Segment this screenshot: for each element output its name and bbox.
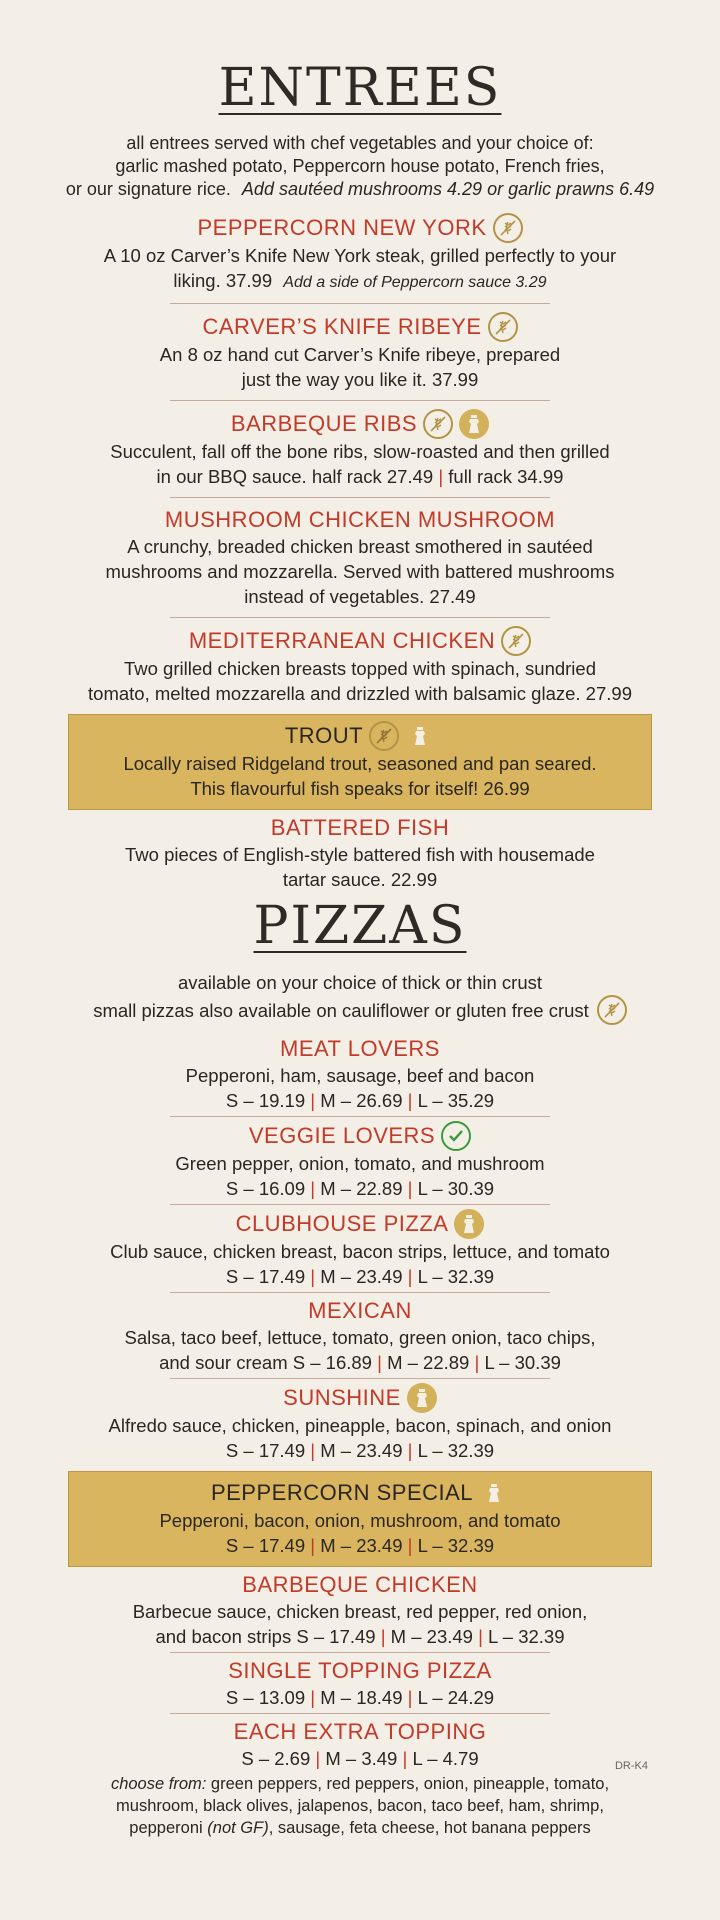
pizza-title-wrap bbox=[283, 1383, 437, 1413]
gluten-free-icon bbox=[597, 995, 627, 1025]
not-gf-note: (not GF) bbox=[207, 1819, 269, 1837]
price-large: L – 35.29 bbox=[417, 1090, 495, 1111]
price-medium: M – 26.69 bbox=[320, 1090, 403, 1111]
price-large: L – 24.29 bbox=[417, 1687, 495, 1708]
price-large: L – 4.79 bbox=[412, 1748, 479, 1769]
price-medium: M – 3.49 bbox=[325, 1748, 398, 1769]
pepper-icon bbox=[407, 1383, 437, 1413]
price-small: S – 16.89 bbox=[292, 1352, 372, 1373]
entree-addon: Add a side of Peppercorn sauce 3.29 bbox=[283, 274, 547, 291]
pizza-prices bbox=[0, 1088, 720, 1113]
divider bbox=[170, 400, 550, 401]
pizzas-heading: PIZZAS bbox=[253, 896, 467, 956]
pizza-prices bbox=[0, 1624, 720, 1649]
entree-item bbox=[0, 312, 720, 392]
topping-list bbox=[0, 1773, 720, 1839]
pizza-title-wrap bbox=[308, 1297, 412, 1325]
price-separator: | bbox=[407, 1440, 413, 1461]
entree-title-wrap bbox=[197, 213, 522, 243]
price-small: S – 17.49 bbox=[296, 1626, 376, 1647]
gluten-free-icon bbox=[369, 721, 399, 751]
choose-label: choose from: bbox=[110, 1775, 207, 1793]
price-medium: M – 23.49 bbox=[320, 1440, 403, 1461]
price-medium: M – 23.49 bbox=[320, 1535, 403, 1556]
entree-item bbox=[0, 626, 720, 706]
entree-desc-line2: This flavourful fish speaks for itself! 26.99 bbox=[190, 778, 530, 799]
topping-list-text3: , sausage, feta cheese, hot banana peppers bbox=[268, 1819, 591, 1837]
pizza-desc: Salsa, taco beef, lettuce, tomato, green onion, taco chips, bbox=[124, 1327, 596, 1348]
featured-pizza bbox=[68, 1471, 652, 1567]
entree-desc-line2: tartar sauce. 22.99 bbox=[282, 869, 438, 890]
check-icon bbox=[441, 1121, 471, 1151]
pizza-desc: Green pepper, onion, tomato, and mushroom bbox=[175, 1153, 545, 1174]
price-medium: M – 18.49 bbox=[320, 1687, 403, 1708]
pizza-prices bbox=[0, 1685, 720, 1710]
price-large: L – 32.39 bbox=[417, 1535, 495, 1556]
entree-item bbox=[0, 506, 720, 609]
price-separator: | bbox=[310, 1266, 316, 1287]
entree-desc-line1: Two pieces of English-style battered fish with housemade bbox=[125, 844, 595, 865]
pizza-title: BARBEQUE CHICKEN bbox=[242, 1572, 478, 1597]
divider bbox=[170, 1204, 550, 1205]
price-medium: M – 23.49 bbox=[390, 1626, 473, 1647]
pizza-title: SUNSHINE bbox=[283, 1385, 401, 1410]
entree-title: BARBEQUE RIBS bbox=[230, 411, 418, 436]
divider bbox=[170, 617, 550, 618]
price-separator: | bbox=[407, 1535, 413, 1556]
topping-list-line3 bbox=[0, 1817, 720, 1839]
topping-list-line2: mushroom, black olives, jalapenos, bacon, taco beef, ham, shrimp, bbox=[116, 1797, 604, 1815]
entree-item bbox=[0, 213, 720, 295]
pizza-title-wrap bbox=[211, 1478, 509, 1508]
entree-desc-line1: Succulent, fall off the bone ribs, slow-roasted and then grilled bbox=[110, 441, 610, 462]
entree-title-wrap bbox=[271, 814, 449, 842]
price-small: S – 17.49 bbox=[225, 1440, 306, 1461]
pizza-prices bbox=[69, 1533, 651, 1558]
pizzas-intro-line2-wrap bbox=[93, 995, 627, 1025]
price-small: S – 17.49 bbox=[225, 1535, 306, 1556]
entree-title: PEPPERCORN NEW YORK bbox=[197, 215, 487, 240]
pizza-title-wrap bbox=[280, 1035, 440, 1063]
gluten-free-icon bbox=[501, 626, 531, 656]
pizza-prices bbox=[0, 1176, 720, 1201]
pizza-item bbox=[0, 1035, 720, 1113]
pepper-icon bbox=[459, 409, 489, 439]
entree-desc-line3: instead of vegetables. 27.49 bbox=[244, 586, 476, 607]
entree-desc-line1: An 8 oz hand cut Carver’s Knife ribeye, prepared bbox=[159, 344, 561, 365]
pizza-title: MEXICAN bbox=[308, 1298, 412, 1323]
pizzas-section bbox=[0, 896, 720, 1839]
entree-desc-line2-wrap bbox=[0, 464, 720, 489]
pizza-prices bbox=[0, 1264, 720, 1289]
entree-title: MUSHROOM CHICKEN MUSHROOM bbox=[164, 507, 556, 532]
topping-list-line1 bbox=[0, 1773, 720, 1795]
pizza-title: SINGLE TOPPING PIZZA bbox=[228, 1658, 492, 1683]
price-medium: M – 23.49 bbox=[320, 1266, 403, 1287]
entree-desc-line2: just the way you like it. 37.99 bbox=[241, 369, 479, 390]
entree-desc-line1: Two grilled chicken breasts topped with spinach, sundried bbox=[123, 658, 596, 679]
price-large: L – 30.39 bbox=[484, 1352, 561, 1373]
gluten-free-icon bbox=[493, 213, 523, 243]
pizza-title: VEGGIE LOVERS bbox=[248, 1123, 436, 1148]
entree-desc-line2: liking. 37.99 bbox=[173, 270, 273, 291]
price-large: L – 32.39 bbox=[417, 1266, 495, 1287]
entree-desc-line1: A crunchy, breaded chicken breast smothered in sautéed bbox=[127, 536, 593, 557]
pepper-icon bbox=[405, 721, 435, 751]
divider bbox=[170, 1378, 550, 1379]
entree-desc bbox=[0, 439, 720, 489]
pepper-icon bbox=[479, 1478, 509, 1508]
pizza-item bbox=[0, 1121, 720, 1201]
price-separator: | bbox=[310, 1687, 316, 1708]
price-separator: | bbox=[407, 1178, 413, 1199]
entrees-intro-addon: Add sautéed mushrooms 4.29 or garlic prawns 6.49 bbox=[241, 179, 655, 199]
pizza-desc-line2: and bacon strips bbox=[155, 1626, 292, 1647]
entrees-heading: ENTREES bbox=[218, 58, 502, 118]
pizzas-intro-line1: available on your choice of thick or thin crust bbox=[177, 972, 543, 993]
price-medium: M – 22.89 bbox=[320, 1178, 403, 1199]
pizza-title-wrap bbox=[236, 1209, 485, 1239]
price-medium: M – 22.89 bbox=[387, 1352, 470, 1373]
entree-desc-line1: A 10 oz Carver’s Knife New York steak, grilled perfectly to your bbox=[103, 245, 617, 266]
pizza-title: MEAT LOVERS bbox=[280, 1036, 440, 1061]
entrees-section bbox=[0, 58, 720, 892]
entree-title: BATTERED FISH bbox=[270, 815, 450, 840]
price-separator: | bbox=[478, 1626, 483, 1647]
entrees-intro-line2: garlic mashed potato, Peppercorn house potato, French fries, bbox=[115, 156, 605, 176]
divider bbox=[170, 1292, 550, 1293]
price-separator: | bbox=[377, 1352, 382, 1373]
pizza-item bbox=[0, 1571, 720, 1649]
entree-title: MEDITERRANEAN CHICKEN bbox=[188, 628, 496, 653]
entree-desc bbox=[0, 534, 720, 609]
price-small: S – 16.09 bbox=[225, 1178, 306, 1199]
pizza-title: EACH EXTRA TOPPING bbox=[233, 1719, 487, 1744]
featured-entree bbox=[68, 714, 652, 810]
entree-desc-line2: mushrooms and mozzarella. Served with battered mushrooms bbox=[105, 561, 615, 582]
pizza-desc-line2: and sour cream bbox=[159, 1352, 288, 1373]
pizza-title-wrap bbox=[242, 1571, 477, 1599]
price-large: L – 30.39 bbox=[417, 1178, 495, 1199]
gluten-free-icon bbox=[488, 312, 518, 342]
entree-desc-line2-wrap bbox=[0, 268, 720, 295]
half-rack-price: in our BBQ sauce. half rack 27.49 bbox=[156, 466, 434, 487]
pizza-title-wrap bbox=[234, 1718, 487, 1746]
price-small: S – 2.69 bbox=[241, 1748, 311, 1769]
price-separator: | bbox=[402, 1748, 408, 1769]
price-small: S – 19.19 bbox=[225, 1090, 306, 1111]
price-separator: | bbox=[474, 1352, 480, 1373]
pizza-item bbox=[0, 1657, 720, 1710]
entree-title: TROUT bbox=[284, 723, 364, 748]
price-separator: | bbox=[407, 1687, 413, 1708]
footer-code: DR-K4 bbox=[614, 1760, 648, 1772]
pizza-item bbox=[0, 1297, 720, 1375]
entree-title-wrap bbox=[202, 312, 517, 342]
divider bbox=[170, 303, 550, 304]
pizza-item bbox=[0, 1209, 720, 1289]
pizza-desc: Alfredo sauce, chicken, pineapple, bacon, spinach, and onion bbox=[108, 1415, 612, 1436]
pizza-desc: Barbecue sauce, chicken breast, red pepper, red onion, bbox=[132, 1601, 588, 1622]
price-small: S – 13.09 bbox=[225, 1687, 306, 1708]
pizza-title-wrap bbox=[249, 1121, 471, 1151]
pizza-desc: Pepperoni, ham, sausage, beef and bacon bbox=[185, 1065, 535, 1086]
entree-item bbox=[0, 814, 720, 892]
entree-title-wrap bbox=[189, 626, 531, 656]
price-separator: | bbox=[310, 1440, 316, 1461]
pizzas-intro-line2: small pizzas also available on cauliflower or gluten free crust bbox=[93, 999, 589, 1021]
price-separator: | bbox=[310, 1535, 316, 1556]
entree-desc bbox=[0, 842, 720, 892]
entree-title-wrap bbox=[285, 721, 435, 751]
pizza-prices bbox=[0, 1350, 720, 1375]
pizzas-intro bbox=[0, 970, 720, 1025]
entree-title: CARVER’S KNIFE RIBEYE bbox=[202, 314, 482, 339]
entree-desc-line2: tomato, melted mozzarella and drizzled with balsamic glaze. 27.99 bbox=[88, 683, 632, 704]
price-separator: | bbox=[310, 1090, 316, 1111]
pizza-title: CLUBHOUSE PIZZA bbox=[235, 1211, 449, 1236]
entree-title-wrap bbox=[231, 409, 489, 439]
entrees-intro-line1: all entrees served with chef vegetables and your choice of: bbox=[126, 133, 594, 153]
topping-pepperoni: pepperoni bbox=[129, 1819, 203, 1837]
divider bbox=[170, 1116, 550, 1117]
pizza-item bbox=[0, 1383, 720, 1463]
entree-desc-line1: Locally raised Ridgeland trout, seasoned and pan seared. bbox=[123, 753, 597, 774]
entrees-intro-line3-wrap bbox=[0, 178, 720, 201]
price-large: L – 32.39 bbox=[417, 1440, 495, 1461]
entree-desc bbox=[0, 342, 720, 392]
entrees-intro bbox=[0, 132, 720, 201]
entree-title-wrap bbox=[165, 506, 555, 534]
divider bbox=[170, 1652, 550, 1653]
price-small: S – 17.49 bbox=[225, 1266, 306, 1287]
pizza-desc: Club sauce, chicken breast, bacon strips, lettuce, and tomato bbox=[110, 1241, 610, 1262]
pizza-prices bbox=[0, 1746, 720, 1771]
pizza-desc: Pepperoni, bacon, onion, mushroom, and tomato bbox=[159, 1510, 561, 1531]
entrees-intro-line3: or our signature rice. bbox=[65, 179, 231, 199]
price-separator: | bbox=[438, 466, 444, 487]
full-rack-price: full rack 34.99 bbox=[448, 466, 564, 487]
pizza-prices bbox=[0, 1438, 720, 1463]
pizza-title-wrap bbox=[228, 1657, 491, 1685]
price-separator: | bbox=[407, 1266, 413, 1287]
pepper-icon bbox=[454, 1209, 484, 1239]
price-separator: | bbox=[310, 1178, 316, 1199]
divider bbox=[170, 497, 550, 498]
topping-list-text1: green peppers, red peppers, onion, pineapple, tomato, bbox=[210, 1775, 610, 1793]
pizza-item bbox=[0, 1718, 720, 1839]
entree-desc bbox=[69, 751, 651, 801]
price-separator: | bbox=[380, 1626, 386, 1647]
price-large: L – 32.39 bbox=[488, 1626, 565, 1647]
pizza-title: PEPPERCORN SPECIAL bbox=[210, 1480, 474, 1505]
price-separator: | bbox=[315, 1748, 321, 1769]
entree-desc bbox=[0, 656, 720, 706]
gluten-free-icon bbox=[423, 409, 453, 439]
divider bbox=[170, 1713, 550, 1714]
entree-desc bbox=[0, 243, 720, 295]
entree-item bbox=[0, 409, 720, 489]
price-separator: | bbox=[407, 1090, 413, 1111]
